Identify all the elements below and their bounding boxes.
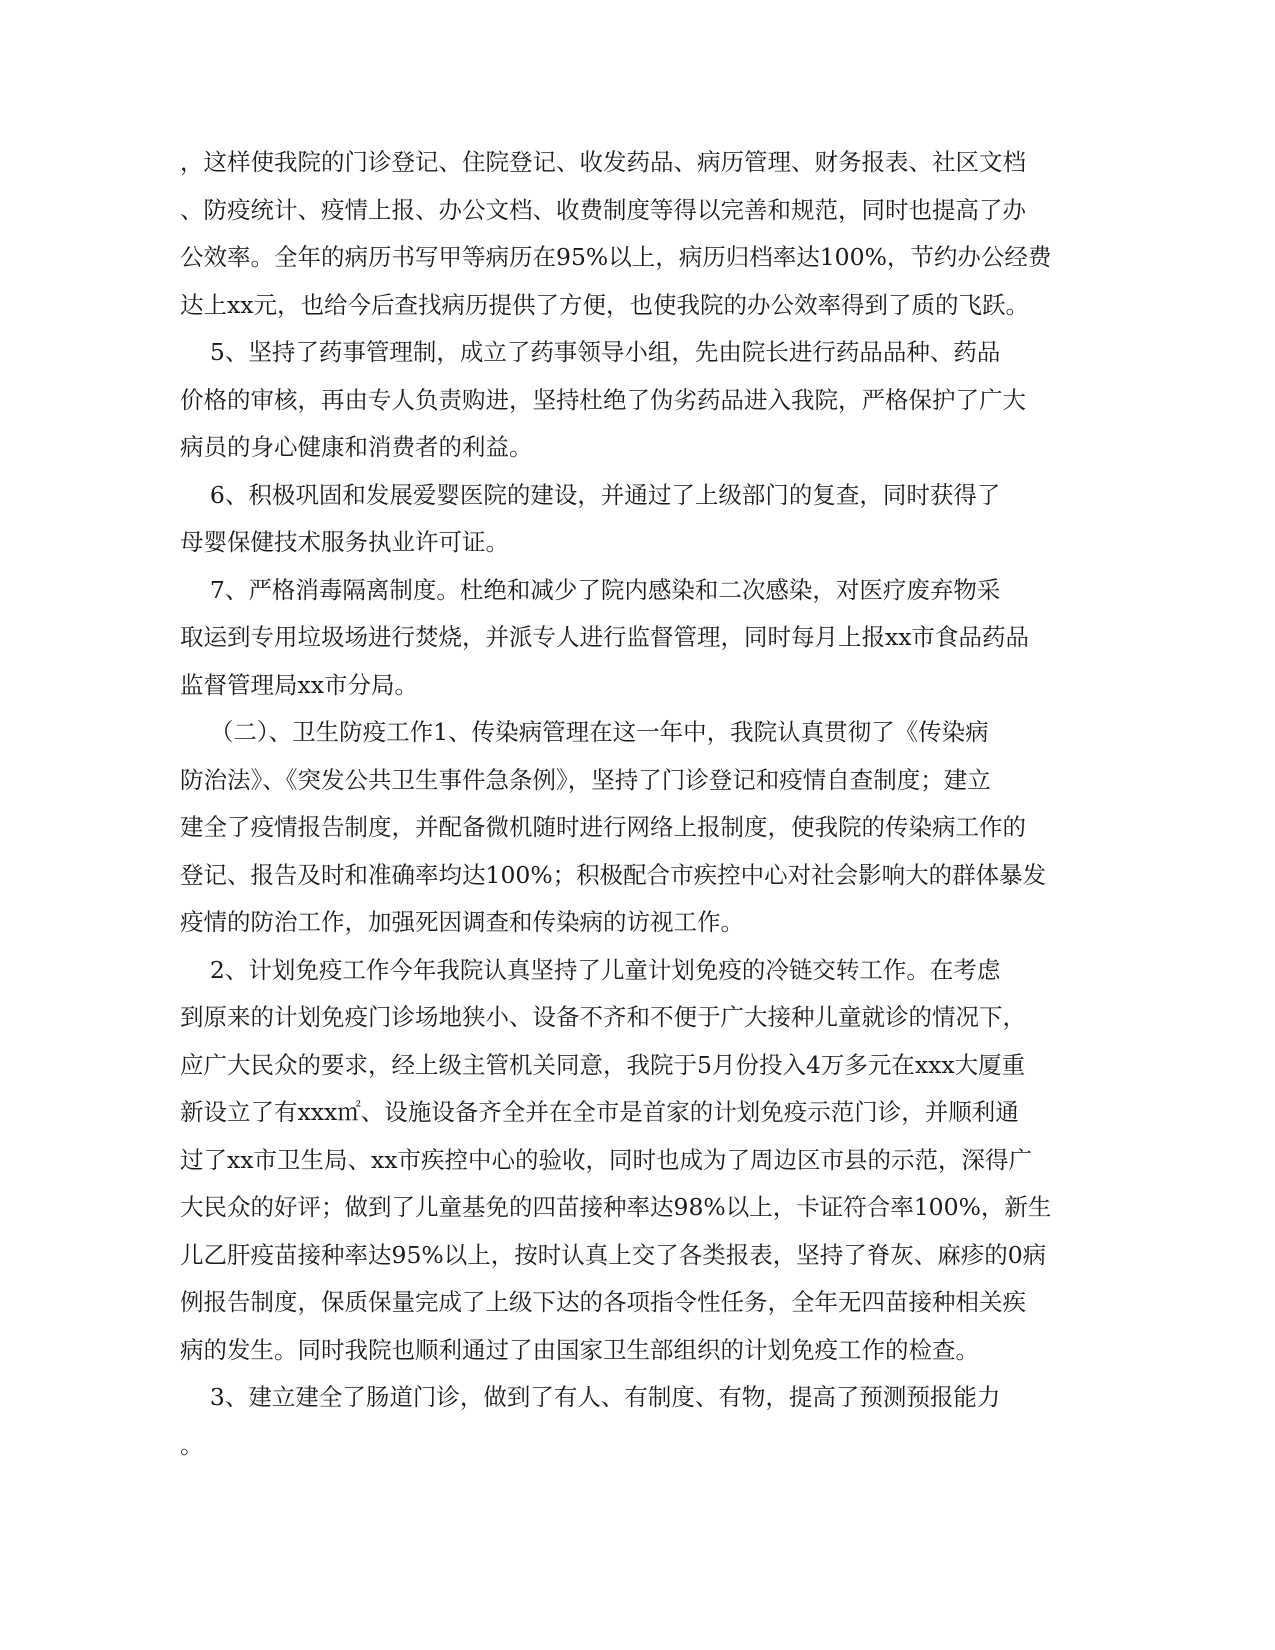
text-line: 2、计划免疫工作今年我院认真坚持了儿童计划免疫的冷链交转工作。在考虑	[180, 955, 1001, 984]
paragraph-section-2-item-1	[180, 709, 1080, 947]
text-line: 6、积极巩固和发展爱婴医院的建设，并通过了上级部门的复查，同时获得了	[180, 480, 1001, 509]
text-line: 母婴保健技术服务执业许可证。	[180, 528, 509, 556]
text-line: 病的发生。同时我院也顺利通过了由国家卫生部组织的计划免疫工作的检查。	[180, 1335, 979, 1364]
text-line: 。	[180, 1430, 204, 1459]
text-line: 3、建立建全了肠道门诊，做到了有人、有制度、有物，提高了预测预报能力	[180, 1383, 1001, 1411]
text-line: 5、坚持了药事管理制，成立了药事领导小组，先由院长进行药品品种、药品	[180, 338, 1001, 366]
document-body	[180, 139, 1080, 1469]
paragraph-section-2-item-3	[180, 1374, 1080, 1469]
text-line: 、防疫统计、疫情上报、办公文档、收费制度等得以完善和规范，同时也提高了办	[180, 195, 1026, 224]
text-line: 儿乙肝疫苗接种率达95%以上，按时认真上交了各类报表，坚持了脊灰、麻疹的0病	[180, 1240, 1047, 1269]
text-line: 防治法》、《突发公共卫生事件急条例》，坚持了门诊登记和疫情自查制度；建立	[180, 765, 991, 794]
text-line: 公效率。全年的病历书写甲等病历在95%以上，病历归档率达100%，节约办公经费	[180, 243, 1052, 271]
text-line: 应广大民众的要求，经上级主管机关同意，我院于5月份投入4万多元在xxx大厦重	[180, 1050, 1026, 1079]
paragraph-item-6	[180, 472, 1080, 567]
paragraph-intro	[180, 139, 1080, 329]
paragraph-item-5	[180, 329, 1080, 472]
paragraph-item-7	[180, 567, 1080, 710]
text-line: 7、严格消毒隔离制度。杜绝和减少了院内感染和二次感染，对医疗废弃物采	[180, 575, 1001, 604]
text-line: 取运到专用垃圾场进行焚烧，并派专人进行监督管理，同时每月上报xx市食品药品	[180, 623, 1030, 651]
text-line: 疫情的防治工作，加强死因调查和传染病的访视工作。	[180, 908, 744, 936]
text-line: 建全了疫情报告制度，并配备微机随时进行网络上报制度，使我院的传染病工作的	[180, 813, 1026, 841]
text-line: （二）、卫生防疫工作1、传染病管理在这一年中，我院认真贯彻了《传染病	[180, 718, 989, 746]
text-line: 到原来的计划免疫门诊场地狭小、设备不齐和不便于广大接种儿童就诊的情况下，	[180, 1003, 1026, 1031]
text-line: 达上xx元，也给今后查找病历提供了方便，也使我院的办公效率得到了质的飞跃。	[180, 290, 1030, 319]
text-line: 价格的审核，再由专人负责购进，坚持杜绝了伪劣药品进入我院，严格保护了广大	[180, 385, 1026, 414]
text-line: 病员的身心健康和消费者的利益。	[180, 433, 533, 461]
text-line: 新设立了有xxx㎡、设施设备齐全并在全市是首家的计划免疫示范门诊，并顺利通	[180, 1098, 1019, 1126]
text-line: 大民众的好评；做到了儿童基免的四苗接种率达98%以上，卡证符合率100%，新生	[180, 1193, 1052, 1221]
text-line: ，这样使我院的门诊登记、住院登记、收发药品、病历管理、财务报表、社区文档	[180, 148, 1026, 176]
text-line: 登记、报告及时和准确率均达100%；积极配合市疾控中心对社会影响大的群体暴发	[180, 860, 1047, 889]
text-line: 例报告制度，保质保量完成了上级下达的各项指令性任务，全年无四苗接种相关疾	[180, 1288, 1026, 1316]
paragraph-section-2-item-2	[180, 947, 1080, 1375]
text-line: 监督管理局xx市分局。	[180, 670, 419, 699]
text-line: 过了xx市卫生局、xx市疾控中心的验收，同时也成为了周边区市县的示范，深得广	[180, 1145, 1033, 1174]
